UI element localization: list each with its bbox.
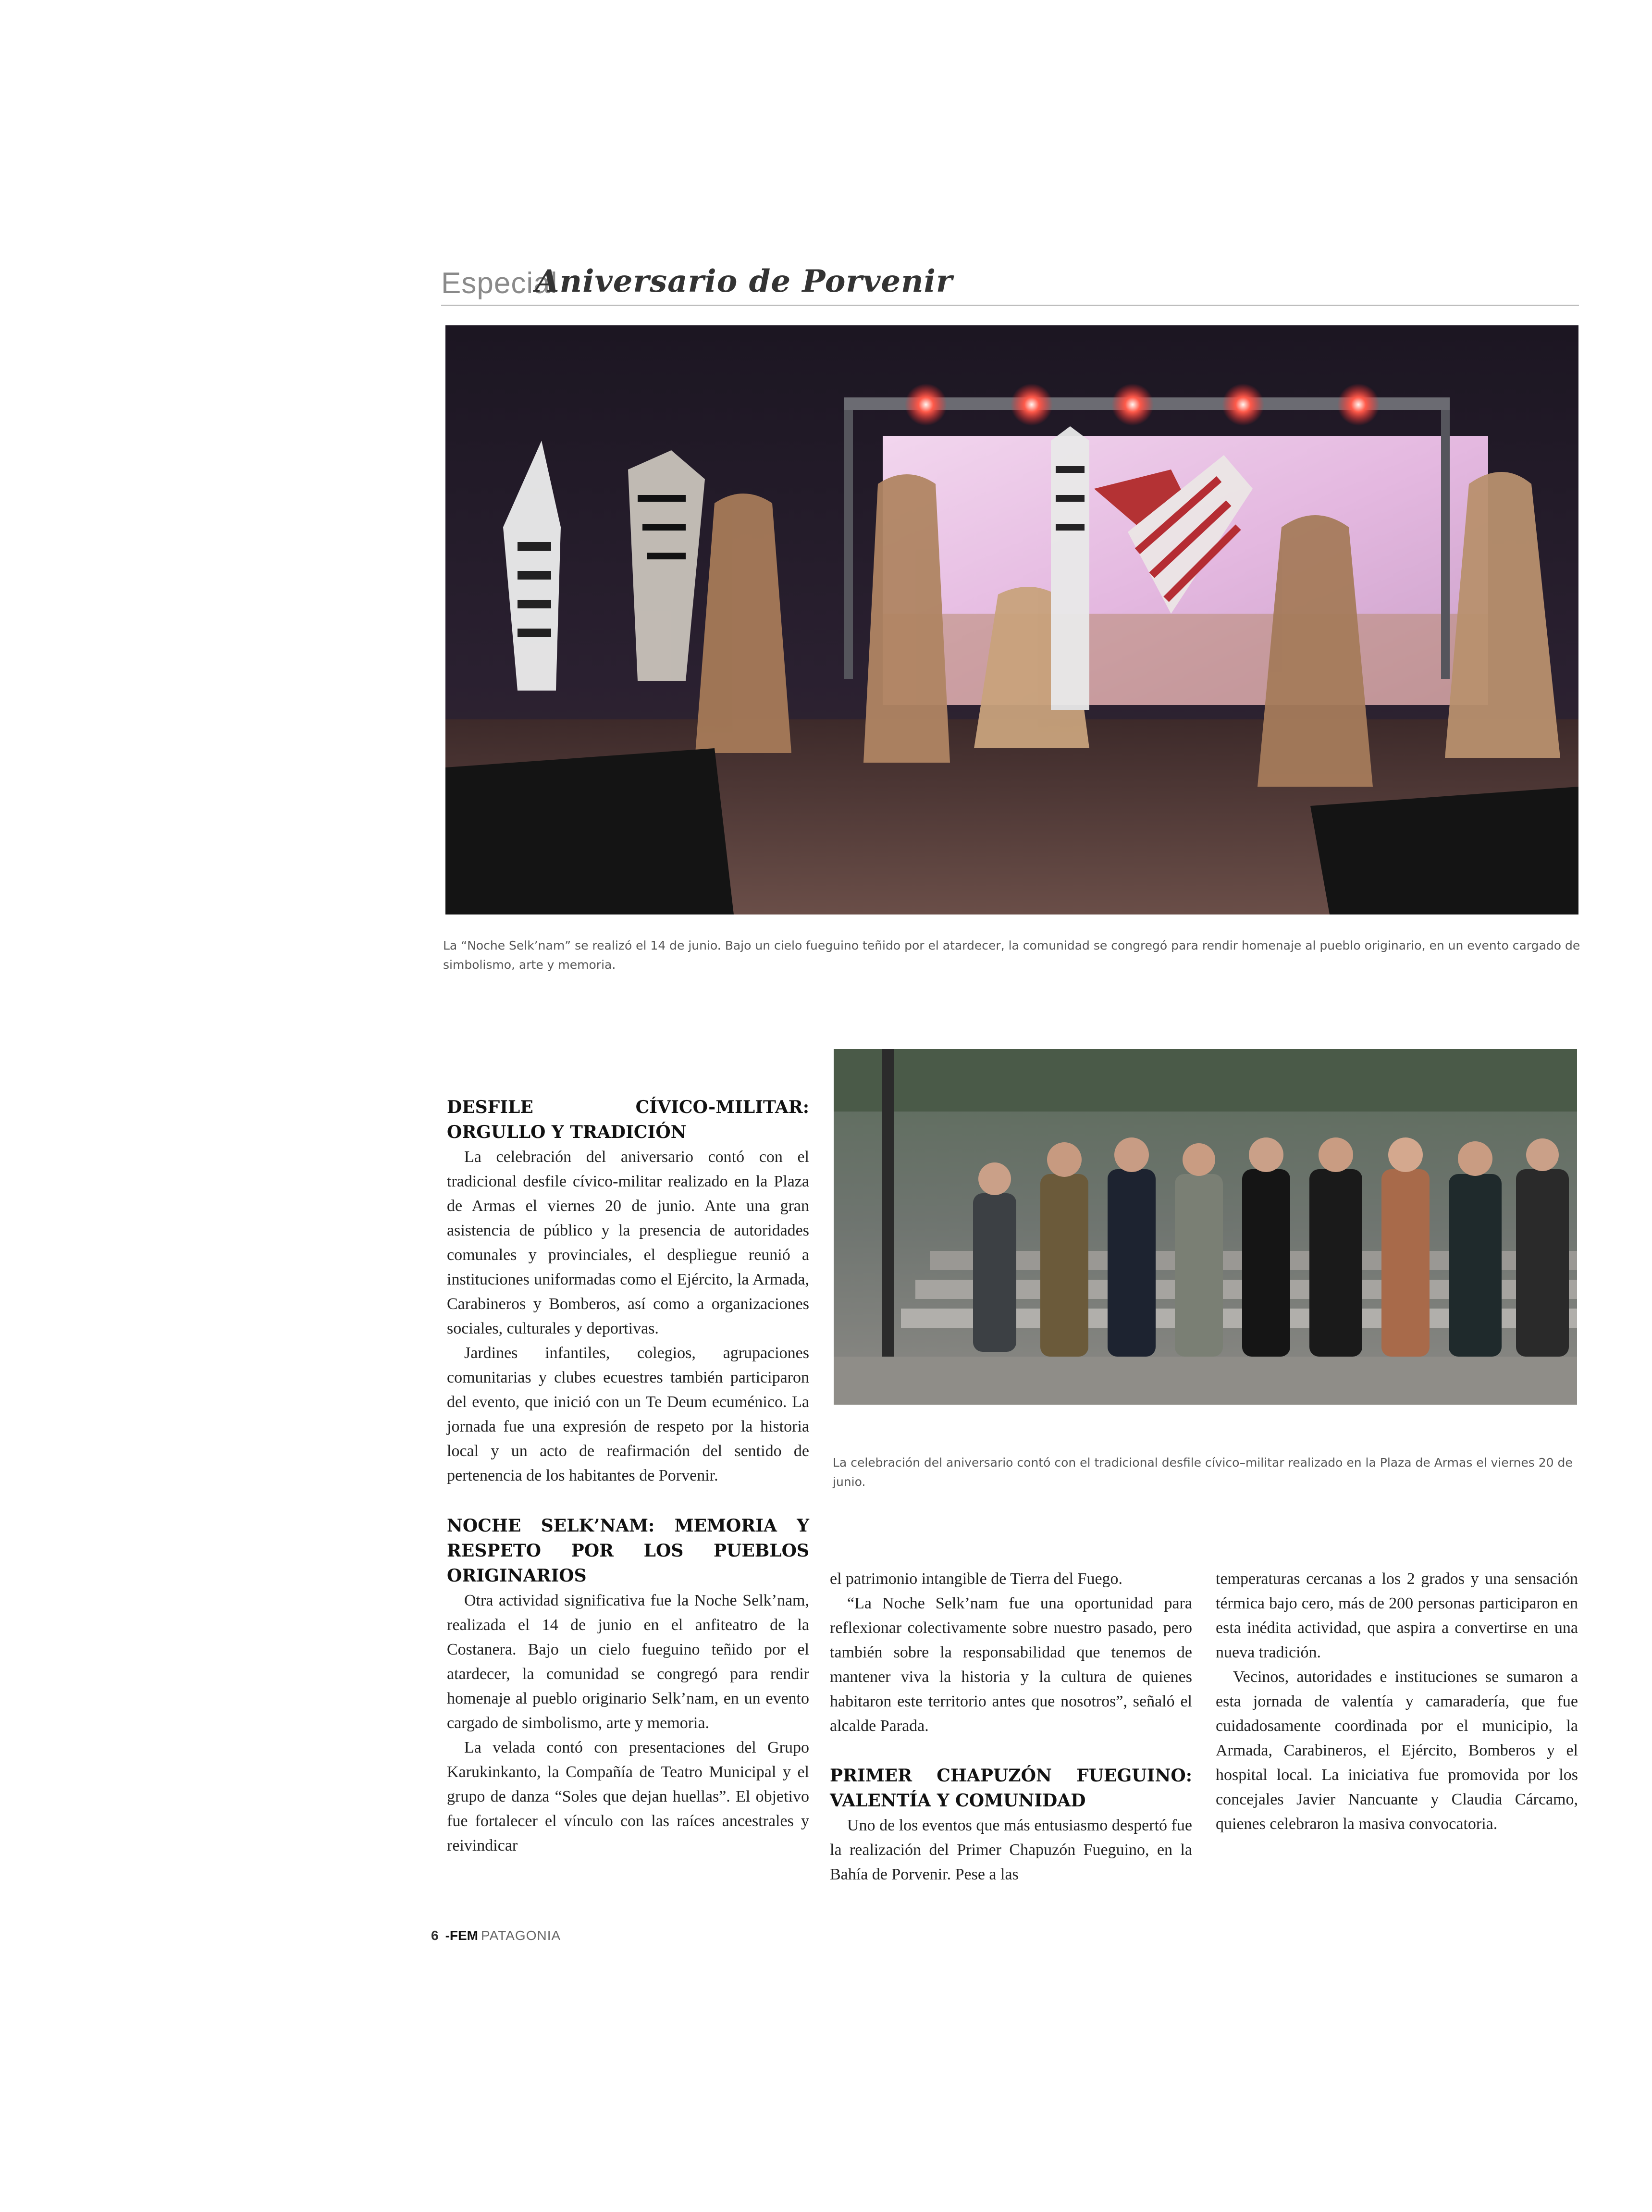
paragraph: La velada contó con presentaciones del Grupo Karukinkanto, la Compañía de Teatro Municipal y el grupo de danza “Soles que dejan huellas”. El objetivo fue fortalecer el vínculo con las raíces ancestrales y reivindicar bbox=[447, 1739, 809, 1854]
article-column-2 bbox=[830, 1567, 1192, 1887]
photo-caption-side: La celebración del aniversario contó con el tradicional desfile cívico–militar realizado en la Plaza de Armas el viernes 20 de junio. bbox=[833, 1456, 1573, 1489]
heading-noche-selknam: NOCHE SELK’NAM: MEMORIA Y RESPETO POR LOS PUEBLOS ORIGINARIOS bbox=[447, 1516, 809, 1586]
article-column-1b bbox=[447, 1513, 809, 1858]
paragraph: Jardines infantiles, colegios, agrupaciones comunitarias y clubes ecuestres también participaron del evento, que inició con un Te Deum ecuménico. La jornada fue una expresión de respeto por la historia local y un acto de reafirmación del sentido de pertenencia de los habitantes de Porvenir. bbox=[447, 1344, 809, 1484]
page-number: 6 bbox=[431, 1928, 439, 1943]
heading-desfile: DESFILE CÍVICO-MILITAR: ORGULLO Y TRADICIÓN bbox=[447, 1097, 809, 1142]
paragraph: temperaturas cercanas a los 2 grados y una sensación térmica bajo cero, más de 200 personas participaron en esta inédita actividad, que aspira a convertirse en una nueva tradición. bbox=[1216, 1570, 1578, 1661]
header-divider bbox=[441, 305, 1579, 306]
paragraph: La celebración del aniversario contó con el tradicional desfile cívico-militar realizado en la Plaza de Armas el viernes 20 de junio. Ante una gran asistencia de público y la presencia de autoridades comunales y provinciales, el despliegue reunió a instituciones uniformadas como el Ejército, la Armada, Carabineros y Bomberos, así como a organizaciones sociales, culturales y deportivas. bbox=[447, 1148, 809, 1337]
paragraph: el patrimonio intangible de Tierra del Fuego. bbox=[830, 1570, 1123, 1588]
photo-desfile bbox=[834, 1049, 1577, 1405]
photo-noche-selknam-image bbox=[445, 325, 1578, 914]
article-column-1a bbox=[447, 1095, 809, 1488]
section-header bbox=[441, 263, 1579, 304]
paragraph: “La Noche Selk’nam fue una oportunidad para reflexionar colectivamente sobre nuestro pasado, pero también sobre la responsabilidad que tenemos de mantener viva la historia y la cultura de quienes habitaron este territorio antes que nosotros”, señaló el alcalde Parada. bbox=[830, 1594, 1192, 1735]
photo-caption-top: La “Noche Selk’nam” se realizó el 14 de junio. Bajo un cielo fueguino teñido por el atardecer, la comunidad se congregó para rendir homenaje al pueblo originario, en un evento cargado de simbolismo, arte y memoria. bbox=[443, 939, 1580, 972]
paragraph: Uno de los eventos que más entusiasmo despertó fue la realización del Primer Chapuzón Fueguino, en la Bahía de Porvenir. Pese a las bbox=[830, 1817, 1192, 1883]
section-title: Aniversario de Porvenir bbox=[535, 263, 953, 299]
page-footer bbox=[431, 1928, 561, 1943]
paragraph: Otra actividad significativa fue la Noche Selk’nam, realizada el 14 de junio en el anfiteatro de la Costanera. Bajo un cielo fueguino teñido por el atardecer, la comunidad se congregó para rendir homenaje al pueblo originario Selk’nam, en un evento cargado de simbolismo, arte y memoria. bbox=[447, 1592, 809, 1732]
photo-desfile-image bbox=[834, 1049, 1577, 1405]
heading-chapuzon: PRIMER CHAPUZÓN FUEGUINO: VALENTÍA Y COMUNIDAD bbox=[830, 1766, 1192, 1811]
brand-suffix: PATAGONIA bbox=[481, 1928, 561, 1943]
photo-noche-selknam bbox=[445, 325, 1578, 914]
section-word: Especial bbox=[441, 267, 558, 300]
paragraph: Vecinos, autoridades e instituciones se sumaron a esta jornada de valentía y camaradería, que fue cuidadosamente coordinada por el municipio, la Armada, Carabineros, el Ejército, Bomberos y el hospital local. La iniciativa fue promovida por los concejales Javier Nancuante y Claudia Cárcamo, quienes celebraron la masiva convocatoria. bbox=[1216, 1668, 1578, 1833]
brand-logo: -FEM bbox=[445, 1928, 479, 1943]
article-column-3 bbox=[1216, 1567, 1578, 1836]
